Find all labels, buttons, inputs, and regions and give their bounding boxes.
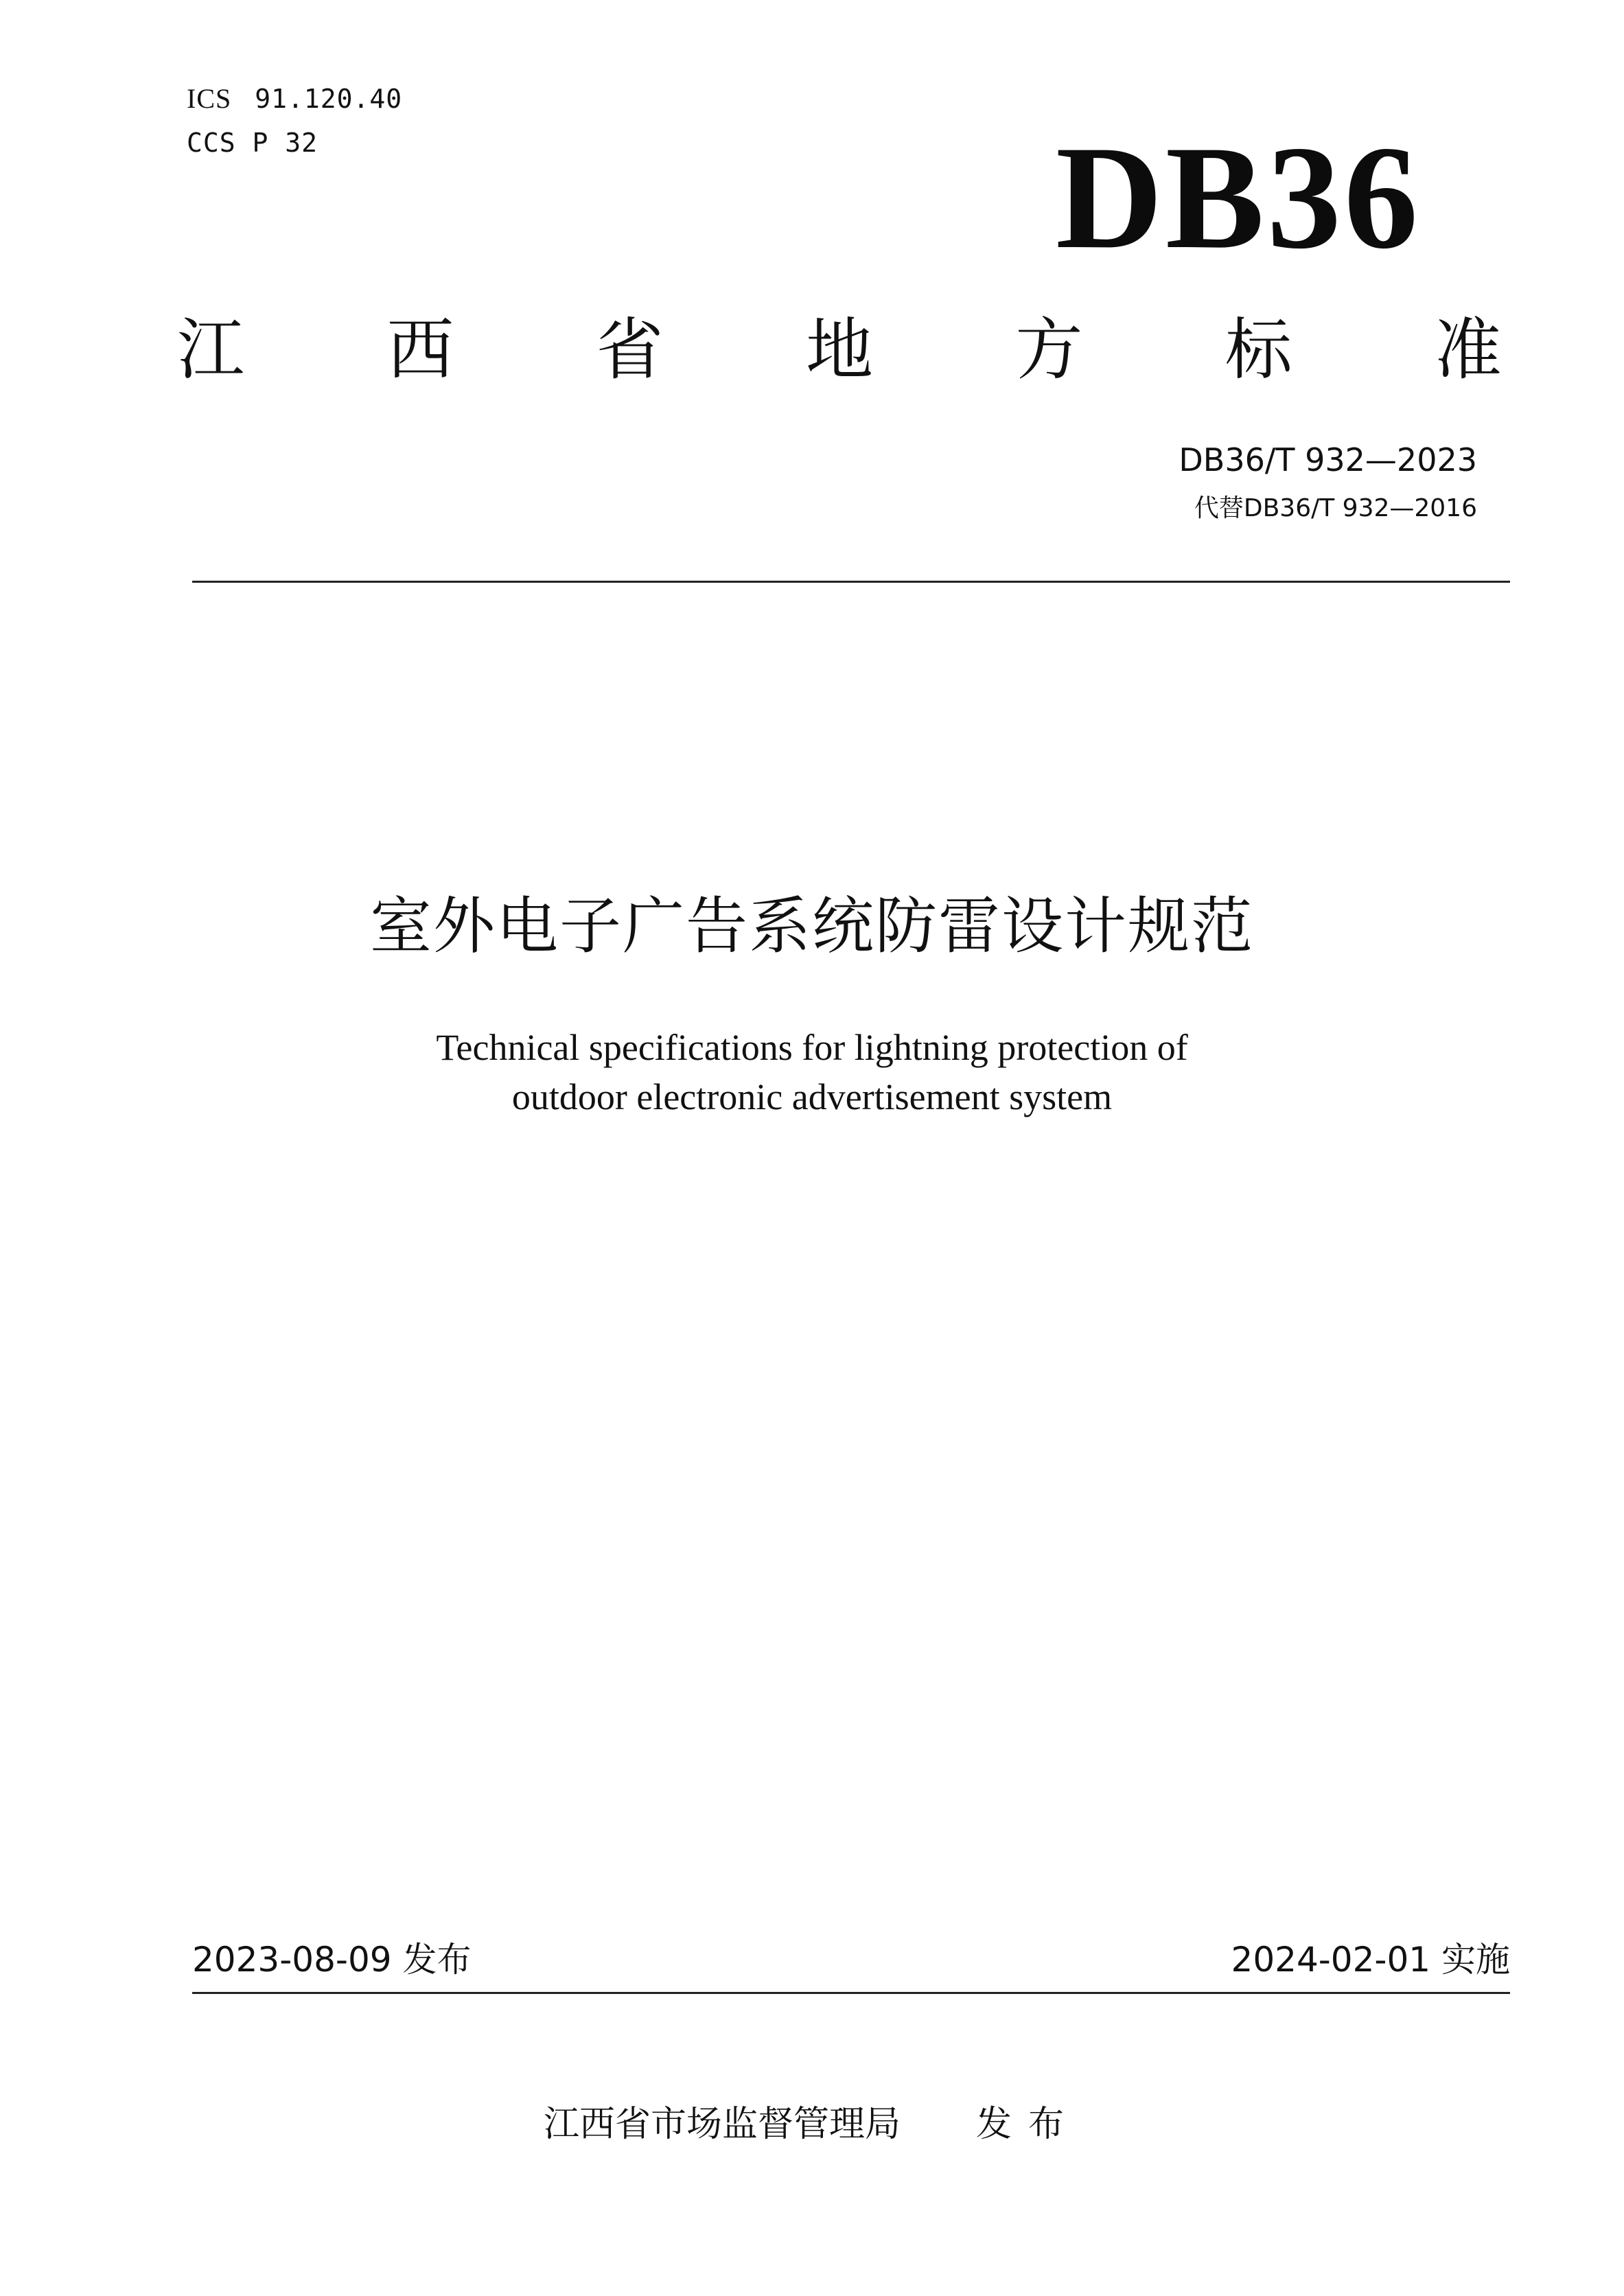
standard-type-char: 准 xyxy=(1434,311,1502,389)
ccs-code: CCS P 32 xyxy=(187,128,318,158)
title-english-line-1: Technical specifications for lightning protection of xyxy=(436,1027,1188,1068)
classification-codes xyxy=(187,77,402,165)
bottom-divider xyxy=(192,1992,1510,1994)
standard-number: DB36/T 932—2023 xyxy=(1179,441,1477,478)
ics-code: 91.120.40 xyxy=(255,84,403,114)
publish-action: 发布 xyxy=(976,2104,1081,2145)
publisher-line xyxy=(0,2097,1624,2152)
ics-label: ICS xyxy=(187,83,232,114)
standard-type-char: 标 xyxy=(1225,311,1292,389)
standard-type-char: 江 xyxy=(177,311,245,389)
date-row xyxy=(192,1936,1510,1984)
ics-row xyxy=(187,77,402,121)
issue-date: 2023-08-09 发布 xyxy=(192,1940,472,1980)
title-english xyxy=(0,1023,1624,1122)
standard-type-char: 地 xyxy=(805,311,873,389)
top-divider xyxy=(192,581,1510,583)
title-english-line-2: outdoor electronic advertisement system xyxy=(511,1076,1113,1117)
implementation-date: 2024-02-01 实施 xyxy=(1231,1940,1510,1980)
replaces-standard: 代替DB36/T 932—2016 xyxy=(1194,494,1477,522)
standard-type-char: 方 xyxy=(1015,311,1083,389)
title-chinese: 室外电子广告系统防雷设计规范 xyxy=(370,890,1254,962)
standard-type-char: 西 xyxy=(386,311,454,389)
publisher-name: 江西省市场监督管理局 xyxy=(543,2104,901,2145)
standard-type-heading xyxy=(177,309,1502,391)
db36-logo: DB36 xyxy=(1055,115,1421,279)
standard-type-char: 省 xyxy=(596,311,664,389)
